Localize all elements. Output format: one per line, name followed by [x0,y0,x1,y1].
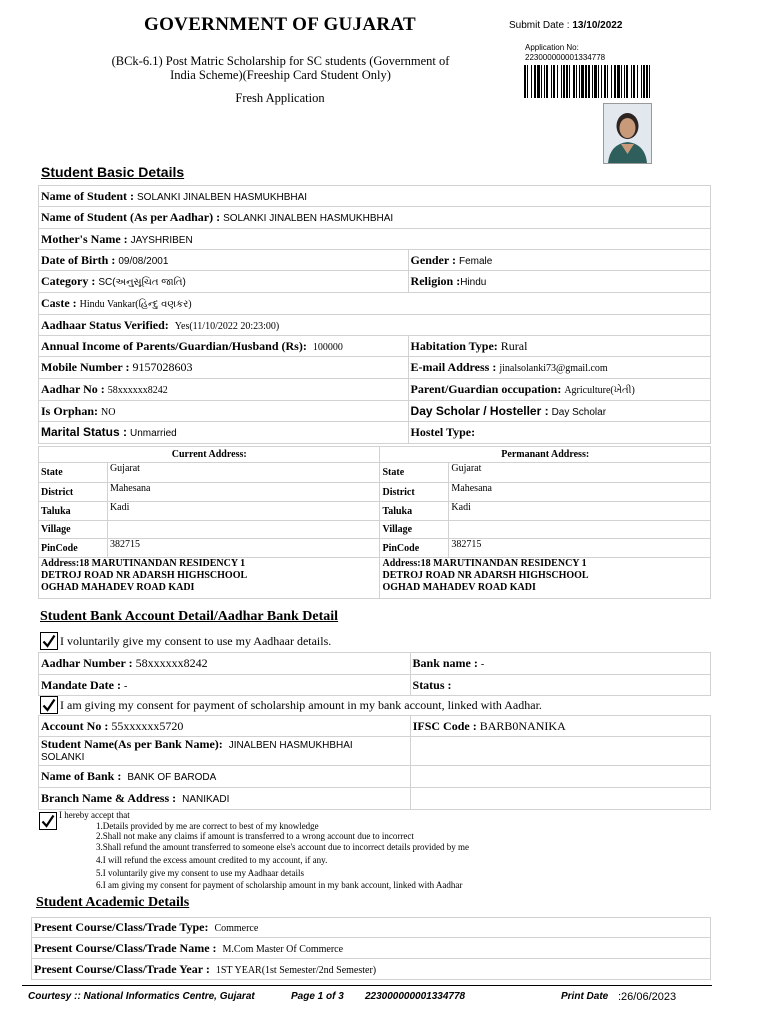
aadhar-no-value: 58xxxxxx8242 [107,385,168,396]
empty-cell-3 [410,788,710,810]
bank-student-name-value: JINALBEN HASMUKHBHAI [228,740,353,751]
current-village-value [107,521,380,539]
permanent-address-line-1: Address:18 MARUTINANDAN RESIDENCY 1 [382,558,587,569]
barcode-bar [624,65,625,98]
bank-name-value: - [480,659,485,670]
current-taluka-value: Kadi [107,502,380,521]
current-full-address [39,558,380,599]
orphan-cell [39,401,409,422]
checkmark-icon [41,814,55,828]
current-address-line-3: OGHAD MAHADEV ROAD KADI [41,582,195,593]
dob-value: 09/08/2001 [118,255,169,267]
declaration-item-3: 3.Shall refund the amount transferred to someone else's account due to incorrect details provided by me [96,842,470,852]
course-year-label: Present Course/Class/Trade Year : [34,961,210,976]
mobile-value: 9157028603 [132,360,193,374]
permanent-state-value: Gujarat [449,463,711,483]
barcode-bar [585,65,587,98]
barcode-bar [646,65,648,98]
aadhar-no-label: Aadhar No : [41,382,105,396]
occupation-cell [408,379,710,401]
bank-student-name-label: Student Name(As per Bank Name): [41,737,223,751]
permanent-pincode-value: 382715 [449,539,711,558]
bank-aadhar-number-label: Aadhar Number : [41,656,133,670]
ifsc-value: BARB0NANIKA [479,718,566,733]
barcode-bar [531,65,532,98]
student-photo-image [604,104,651,163]
permanent-district-value: Mahesana [449,483,711,502]
scheme-line-1: (BCk-6.1) Post Matric Scholarship for SC students (Government of [111,54,450,68]
status-cell [410,675,710,696]
student-photo [603,103,652,164]
checkmark-icon [42,634,56,648]
barcode-bar [598,65,599,98]
footer-courtesy: Courtesy :: National Informatics Centre, Gujarat [28,991,255,1002]
barcode-bar [544,65,545,98]
gender-value: Female [458,255,493,267]
marital-label: Marital Status : [41,425,128,439]
caste-value: Hindu Vankar(હિન્દુ વણકર) [79,299,192,310]
payment-consent-checkbox[interactable] [40,696,58,714]
current-pincode-value: 382715 [107,539,380,558]
course-year-cell [32,959,711,980]
row-aadhaar-status [39,315,711,336]
habitation-cell [408,336,710,357]
declaration-item-4: 4.I will refund the excess amount credited to my account, if any. [96,855,328,865]
row-aadhar-name [39,207,711,229]
income-label: Annual Income of Parents/Guardian/Husband (Rs): [41,338,307,353]
permanent-village-label: Village [380,521,449,539]
ifsc-label: IFSC Code : [412,718,477,733]
habitation-label: Habitation Type: [410,338,498,353]
student-name-label: Name of Student : [41,188,134,203]
aadhaar-consent-checkbox[interactable] [40,632,58,650]
current-address-line-2: DETROJ ROAD NR ADARSH HIGHSCHOOL [41,570,248,581]
declaration-item-5: 5.I voluntarily give my consent to use my Aadhaar details [96,868,304,878]
permanent-village-value [449,521,711,539]
declaration-item-6: 6.I am giving my consent for payment of scholarship amount in my bank account, linked with Aadhar [96,880,463,890]
current-state-value: Gujarat [107,463,380,483]
submit-date-label: Submit Date : [509,20,570,31]
account-cell [39,716,411,737]
barcode-bar [579,65,580,98]
barcode-bar [633,65,635,98]
scheme-title [98,54,463,82]
declaration-intro: I hereby accept that [59,810,130,820]
bank-student-name-value-line-2: SOLANKI [41,752,85,763]
religion-label: Religion : [410,274,461,288]
aadhaar-status-value: Yes(11/10/2022 20:23:00) [174,320,280,332]
row-student-name [39,186,711,207]
scheme-line-2: India Scheme)(Freeship Card Student Only) [170,68,391,82]
mother-name-label: Mother's Name : [41,231,128,246]
permanent-taluka-label: Taluka [380,502,449,521]
name-of-bank-label: Name of Bank : [41,769,122,783]
section-title-academic: Student Academic Details [36,895,190,910]
habitation-value: Rural [500,338,528,353]
barcode-bar [581,65,584,98]
occupation-label: Parent/Guardian occupation: [410,382,562,396]
marital-cell [39,422,409,444]
barcode-bar [537,65,540,98]
course-name-cell [32,938,711,959]
section-title-bank: Student Bank Account Detail/Aadhar Bank Detail [40,609,339,624]
religion-cell [408,271,710,293]
barcode-image [524,65,653,98]
mobile-label: Mobile Number : [41,360,130,374]
barcode-bar [576,65,577,98]
basic-details-table [38,185,711,444]
current-address-title: Current Address: [39,447,380,463]
day-scholar-label: Day Scholar / Hosteller : [410,403,549,418]
branch-value: NANIKADI [182,794,230,805]
caste-label: Caste : [41,296,77,310]
gender-cell [408,250,710,271]
barcode-bar [637,65,638,98]
income-cell [39,336,409,357]
barcode-bar [604,65,606,98]
email-label: E-mail Address : [410,360,497,374]
barcode-bar [607,65,608,98]
day-scholar-cell [408,401,710,422]
academic-table [31,917,711,980]
course-type-value: Commerce [214,923,259,934]
footer-print-date-value: :26/06/2023 [618,991,677,1003]
branch-cell [39,788,411,810]
barcode-bar [601,65,602,98]
declaration-item-2: 2.Shall not make any claims if amount is transferred to a wrong account due to incorrect [96,831,414,841]
barcode-bar [643,65,645,98]
branch-label: Branch Name & Address : [41,791,177,805]
barcode-bar [614,65,616,98]
permanent-full-address [380,558,711,599]
aadhaar-status-label: Aadhaar Status Verified: [41,317,169,332]
bank-name-label: Bank name : [412,656,478,670]
application-type: Fresh Application [235,91,325,105]
declaration-checkbox[interactable] [39,812,57,830]
barcode-bar [588,65,590,98]
bank-name-cell [410,653,710,675]
empty-cell-1 [410,737,710,766]
bank-account-table [38,715,711,810]
barcode-bar [621,65,622,98]
hostel-label: Hostel Type: [410,425,476,439]
name-of-bank-value: BANK OF BARODA [127,772,217,783]
course-type-label: Present Course/Class/Trade Type: [34,920,209,934]
footer-print-date-label: Print Date [561,991,609,1002]
course-name-label: Present Course/Class/Trade Name : [34,940,217,955]
barcode-bar [553,65,555,98]
barcode-bar [524,65,526,98]
day-scholar-value: Day Scholar [551,406,607,418]
current-state-label: State [39,463,108,483]
email-cell [408,357,710,379]
aadhaar-consent-text: I voluntarily give my consent to use my Aadhaar details. [60,634,332,648]
footer-divider [22,985,712,986]
barcode-bar [649,65,650,98]
address-table [38,446,711,599]
payment-consent-text: I am giving my consent for payment of scholarship amount in my bank account, linked with Aadhar. [60,698,542,712]
permanent-address-line-2: DETROJ ROAD NR ADARSH HIGHSCHOOL [382,570,589,581]
name-of-bank-cell [39,766,411,788]
bank-aadhar-number-value: 58xxxxxx8242 [135,656,208,670]
occupation-value: Agriculture(ખેતી) [564,385,635,396]
religion-value: Hindu [460,277,487,288]
current-pincode-label: PinCode [39,539,108,558]
email-value: jinalsolanki73@gmail.com [499,363,608,374]
course-type-cell [32,918,711,938]
barcode-bar [617,65,620,98]
income-value: 100000 [312,341,343,353]
current-address-line-1: Address:18 MARUTINANDAN RESIDENCY 1 [41,558,246,569]
checkmark-icon [42,698,56,712]
barcode-bar [594,65,597,98]
barcode-bar [573,65,575,98]
barcode-bar [546,65,548,98]
account-no-label: Account No : [41,718,109,733]
application-number [525,43,605,63]
aadhar-no-cell [39,379,409,401]
barcode-bar [534,65,536,98]
course-name-value: M.Com Master Of Commerce [222,943,344,955]
account-no-value: 55xxxxxx5720 [111,718,184,733]
barcode-bar [631,65,632,98]
submit-date-value: 13/10/2022 [572,20,623,31]
barcode-bar [626,65,628,98]
bank-student-name-cell [39,737,411,766]
footer-application-number: 223000000001334778 [365,991,466,1002]
status-label: Status : [412,677,452,692]
permanent-taluka-value: Kadi [449,502,711,521]
hostel-cell [408,422,710,444]
aadhar-name-value: SOLANKI JINALBEN HASMUKHBHAI [223,213,394,224]
barcode-bar [541,65,542,98]
aadhar-number-cell [39,653,411,675]
government-title: GOVERNMENT OF GUJARAT [144,14,416,35]
mandate-date-label: Mandate Date : [41,677,121,692]
mandate-date-value: - [123,680,128,692]
gender-label: Gender : [410,252,456,267]
barcode-bar [569,65,570,98]
submit-date [509,20,622,31]
current-village-label: Village [39,521,108,539]
course-year-value: 1ST YEAR(1st Semester/2nd Semester) [215,964,377,976]
barcode-bar [611,65,612,98]
barcode-bar [563,65,565,98]
permanent-state-label: State [380,463,449,483]
mobile-cell [39,357,409,379]
barcode-bar [551,65,552,98]
section-title-basic: Student Basic Details [41,164,185,180]
application-number-value: 223000000001334778 [525,53,606,62]
permanent-address-title: Permanant Address: [380,447,711,463]
barcode-bar [527,65,528,98]
footer-page-number: Page 1 of 3 [291,991,344,1002]
dob-label: Date of Birth : [41,252,116,267]
barcode-bar [557,65,558,98]
marital-value: Unmarried [130,428,177,439]
barcode-bar [641,65,642,98]
mother-name-value: JAYSHRIBEN [130,234,193,246]
permanent-pincode-label: PinCode [380,539,449,558]
barcode-bar [566,65,568,98]
current-district-value: Mahesana [107,483,380,502]
category-value: SC(અનુસૂચિત જાતિ) [98,277,186,288]
mandate-cell [39,675,411,696]
bank-aadhar-table [38,652,711,696]
category-cell [39,271,409,293]
row-mother-name [39,229,711,250]
ifsc-cell [410,716,710,737]
student-name-value: SOLANKI JINALBEN HASMUKHBHAI [137,191,308,203]
barcode-bar [592,65,593,98]
permanent-district-label: District [380,483,449,502]
application-number-label: Application No: [525,43,579,52]
empty-cell-2 [410,766,710,788]
barcode-bar [561,65,562,98]
orphan-label: Is Orphan: [41,403,99,418]
orphan-value: NO [101,406,116,418]
permanent-address-line-3: OGHAD MAHADEV ROAD KADI [382,582,536,593]
current-district-label: District [39,483,108,502]
current-taluka-label: Taluka [39,502,108,521]
dob-cell [39,250,409,271]
aadhar-name-label: Name of Student (As per Aadhar) : [41,210,221,224]
row-caste [39,293,711,315]
category-label: Category : [41,274,96,288]
declaration-item-1: 1.Details provided by me are correct to best of my knowledge [96,821,319,831]
